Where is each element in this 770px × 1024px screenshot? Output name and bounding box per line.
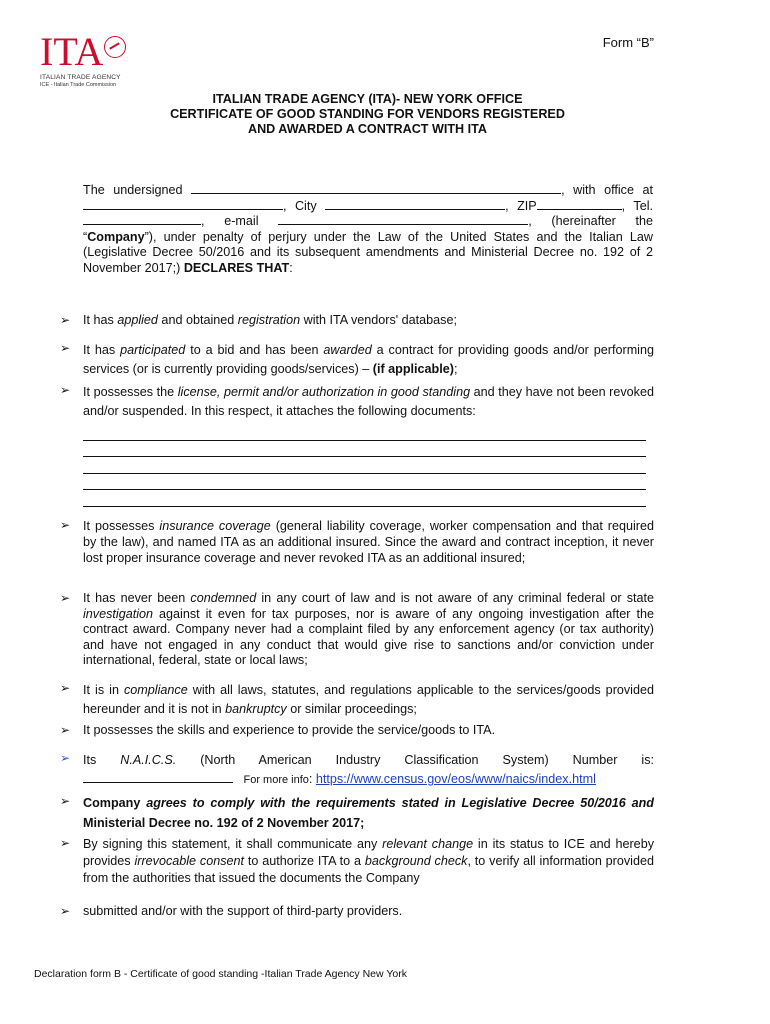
zip-blank-field[interactable] <box>537 209 622 210</box>
arrow-bullet-icon: ➢ <box>60 313 71 327</box>
arrow-bullet-icon: ➢ <box>60 518 71 532</box>
document-line-4[interactable] <box>83 474 646 491</box>
intro-text: , with office at <box>561 183 653 197</box>
naics-number-field[interactable] <box>83 782 233 783</box>
list-item <box>60 836 654 887</box>
tel-blank-field[interactable] <box>83 224 201 225</box>
company-term: Company <box>87 229 145 244</box>
item-text: , to verify all information provided from the authorities that issued the documents the Company <box>83 854 654 885</box>
item-text: (general liability coverage, worker compensation and that required by the law), and named ITA as an additional insured. Since the award and contract inception, it never lost proper insurance coverage and never revoked ITA as an additional insured; <box>83 519 655 565</box>
item-text: N.A.I.C.S. <box>120 753 177 767</box>
intro-text: , City <box>283 198 326 213</box>
item-text: condemned <box>190 591 257 605</box>
logo-agency-name: ITALIAN TRADE AGENCY <box>40 74 121 81</box>
document-line-2[interactable] <box>83 441 646 458</box>
attached-documents-lines <box>83 424 654 507</box>
arrow-bullet-icon: ➢ <box>60 591 71 605</box>
item-text: It possesses <box>83 519 160 533</box>
list-item <box>60 751 654 790</box>
arrow-bullet-icon: ➢ <box>60 383 71 397</box>
intro-text: , Tel. <box>621 198 654 213</box>
list-item <box>60 591 654 669</box>
logo-mark <box>40 29 140 74</box>
form-label: Form “B” <box>602 35 654 50</box>
item-text: insurance coverage <box>159 519 271 533</box>
item-text: and obtained <box>157 313 238 327</box>
title-line-2: CERTIFICATE OF GOOD STANDING FOR VENDORS REGISTERED <box>170 107 565 121</box>
arrow-bullet-icon: ➢ <box>60 794 71 808</box>
intro-text: The undersigned <box>83 183 192 197</box>
list-item <box>60 518 654 566</box>
list-item <box>60 904 654 920</box>
logo-emblem-icon <box>104 36 126 58</box>
document-line-5[interactable] <box>83 490 646 507</box>
list-item <box>60 794 654 833</box>
item-text: : <box>308 772 316 786</box>
intro-text: : <box>289 260 293 275</box>
document-line-3[interactable] <box>83 457 646 474</box>
city-blank-field[interactable] <box>325 209 505 210</box>
item-text: in its status to ICE and hereby provides <box>83 837 654 868</box>
item-text: (North American Industry Classification System) Number is: <box>176 753 654 767</box>
ita-logo <box>40 29 140 88</box>
item-text: with all laws, statutes, and regulations applicable to the services/goods provided hereunder and it is not in <box>83 683 654 716</box>
item-text: to authorize ITA to a <box>244 854 365 868</box>
item-text: registration <box>237 313 301 327</box>
item-text: Ministerial Decree no. 192 of 2 November 2017; <box>83 815 365 830</box>
item-text: It has <box>83 313 118 327</box>
item-text: a contract for providing goods and/or performing services (or is currently providing goods/services) – <box>83 343 654 376</box>
item-text: It possesses the <box>83 385 178 399</box>
item-text: compliance <box>124 683 188 697</box>
item-text: or similar proceedings; <box>286 702 417 716</box>
intro-paragraph <box>83 183 653 276</box>
intro-text: ”), under penalty of perjury under the Law of the United States and the Italian Law (Legislative Decree 50/2016 and its subsequent amendments and Ministerial Decree no. 192 of 2 November 2017;) <box>83 229 653 275</box>
item-text: For more info <box>243 774 309 786</box>
title-line-1: ITALIAN TRADE AGENCY (ITA)- NEW YORK OFFICE <box>212 92 523 106</box>
item-text: By signing this statement, it shall communicate any <box>83 837 383 851</box>
item-text: awarded <box>323 343 372 357</box>
item-text: and they have not been revoked and/or suspended. In this respect, it attaches the following documents: <box>83 385 654 418</box>
item-text: against it even for tax purposes, nor is aware of any ongoing investigation after the contract award. Company never had a complaint filed by any enforcement agency (or tax authority) and have not engaged in any conduct that would give rise to sanctions and/or conviction under international, federal, state or local laws; <box>83 606 654 668</box>
intro-text: , ZIP <box>505 198 537 213</box>
address-blank-field[interactable] <box>83 209 283 210</box>
item-text: bankruptcy <box>225 702 287 716</box>
item-text: investigation <box>83 606 154 621</box>
item-text: (if applicable) <box>372 362 454 376</box>
item-text: irrevocable consent <box>134 854 245 868</box>
item-text: license, permit and/or authorization in good standing <box>177 385 471 399</box>
arrow-bullet-icon: ➢ <box>60 341 71 355</box>
list-item <box>60 723 654 739</box>
declares-that: DECLARES THAT <box>183 260 290 275</box>
document-line-1[interactable] <box>83 424 646 441</box>
page-footer: Declaration form B - Certificate of good standing -Italian Trade Agency New York <box>34 968 407 980</box>
arrow-bullet-icon: ➢ <box>60 904 71 918</box>
item-text: submitted and/or with the support of third-party providers. <box>83 904 403 918</box>
email-blank-field[interactable] <box>278 224 528 225</box>
document-title <box>80 92 655 137</box>
logo-text: ITA <box>40 29 104 74</box>
item-text: It has never been <box>83 591 191 605</box>
arrow-bullet-icon: ➢ <box>60 751 71 765</box>
item-text: relevant change <box>382 837 474 851</box>
item-text: It has <box>83 343 121 357</box>
logo-commission-name: ICE - Italian Trade Commission <box>40 82 117 88</box>
naics-link[interactable]: https://www.census.gov/eos/www/naics/index.html <box>315 772 596 786</box>
item-text: applied <box>117 313 158 327</box>
list-item <box>60 313 654 329</box>
item-text: agrees to comply with the requirements stated in Legislative Decree 50/2016 and <box>146 796 654 810</box>
arrow-bullet-icon: ➢ <box>60 836 71 850</box>
item-text: Company <box>83 796 147 810</box>
arrow-bullet-icon: ➢ <box>60 723 71 737</box>
item-text: ; <box>453 362 458 376</box>
intro-text: , e-mail <box>201 214 279 228</box>
item-text: in any court of law and is not aware of any criminal federal or state <box>256 591 654 605</box>
item-text: Its <box>83 753 121 767</box>
intro-text: , (hereinafter the “ <box>83 214 653 244</box>
item-text: It is in <box>83 683 124 697</box>
item-text: background check <box>364 854 468 868</box>
list-item <box>60 681 654 719</box>
list-item <box>60 383 654 507</box>
item-text: participated <box>120 343 186 357</box>
title-line-3: AND AWARDED A CONTRACT WITH ITA <box>247 122 488 136</box>
list-item <box>60 341 654 379</box>
item-text: It possesses the skills and experience to provide the service/goods to ITA. <box>83 723 496 737</box>
name-blank-field[interactable] <box>191 193 561 194</box>
arrow-bullet-icon: ➢ <box>60 681 71 695</box>
item-text: to a bid and has been <box>185 343 324 357</box>
item-text: with ITA vendors' database; <box>300 313 457 327</box>
